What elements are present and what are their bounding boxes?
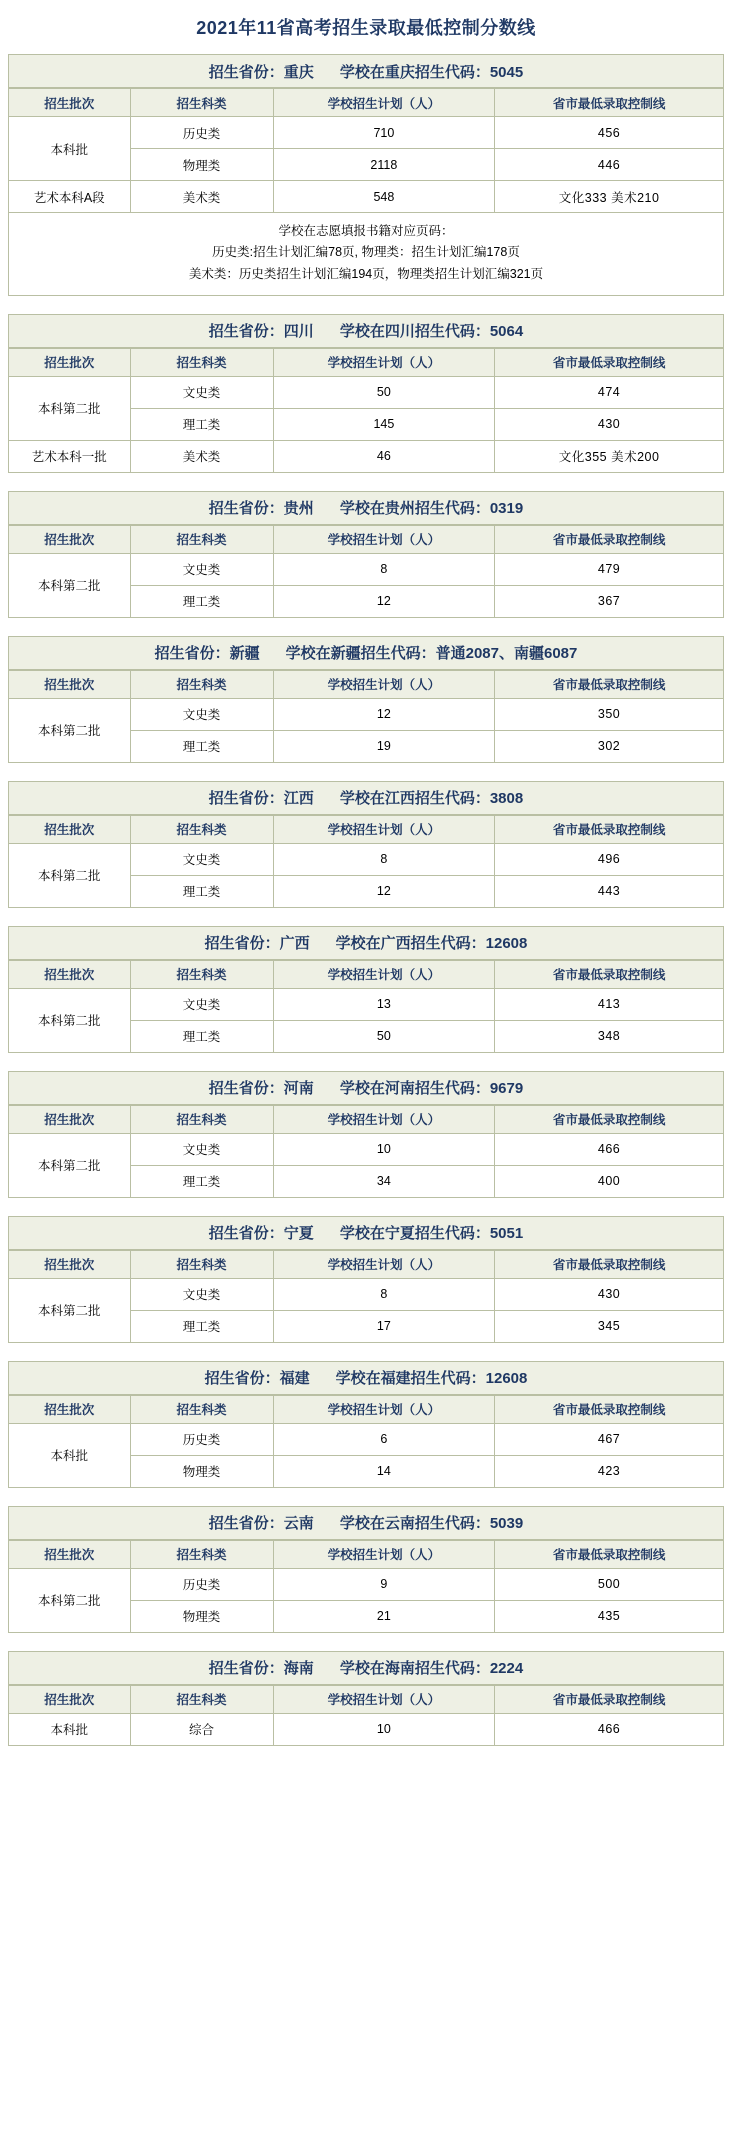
column-header: 学校招生计划（人） <box>273 670 495 698</box>
table-header-row <box>9 1540 724 1568</box>
cell-admission-batch: 本科第二批 <box>9 1133 131 1197</box>
note-line: 学校在志愿填报书籍对应页码： <box>278 224 454 238</box>
cell-major-category: 物理类 <box>130 149 273 181</box>
score-table <box>8 88 724 213</box>
column-header: 学校招生计划（人） <box>273 1395 495 1423</box>
table-row <box>9 1278 724 1310</box>
score-table <box>8 525 724 618</box>
table-row <box>9 1133 724 1165</box>
province-block <box>0 1216 732 1351</box>
cell-minimum-control-line: 446 <box>495 149 724 181</box>
province-header <box>8 491 724 525</box>
province-header <box>8 926 724 960</box>
block-spacer <box>0 1343 732 1351</box>
cell-minimum-control-line: 500 <box>495 1568 724 1600</box>
column-header: 招生批次 <box>9 960 131 988</box>
column-header: 招生科类 <box>130 1395 273 1423</box>
cell-admission-batch: 本科第二批 <box>9 1278 131 1342</box>
column-header: 招生科类 <box>130 1250 273 1278</box>
block-spacer <box>0 1198 732 1206</box>
table-row <box>9 440 724 472</box>
column-header: 招生批次 <box>9 89 131 117</box>
column-header: 学校招生计划（人） <box>273 815 495 843</box>
cell-major-category: 理工类 <box>130 408 273 440</box>
cell-plan-count: 17 <box>273 1310 495 1342</box>
table-header-row <box>9 348 724 376</box>
province-header <box>8 1506 724 1540</box>
cell-minimum-control-line: 496 <box>495 843 724 875</box>
cell-admission-batch: 本科批 <box>9 1713 131 1745</box>
table-row <box>9 843 724 875</box>
cell-major-category: 文史类 <box>130 1133 273 1165</box>
cell-major-category: 理工类 <box>130 730 273 762</box>
cell-major-category: 文史类 <box>130 698 273 730</box>
column-header: 学校招生计划（人） <box>273 1540 495 1568</box>
score-table <box>8 960 724 1053</box>
cell-major-category: 美术类 <box>130 440 273 472</box>
cell-minimum-control-line: 430 <box>495 408 724 440</box>
cell-minimum-control-line: 367 <box>495 585 724 617</box>
score-table <box>8 1105 724 1198</box>
province-header <box>8 781 724 815</box>
block-spacer <box>0 618 732 626</box>
score-table <box>8 815 724 908</box>
school-admission-code-label: 学校在海南招生代码：2224 <box>339 1660 524 1678</box>
school-admission-code-label: 学校在福建招生代码：12608 <box>335 1370 528 1388</box>
province-name-label: 招生省份：重庆 <box>208 63 314 81</box>
cell-minimum-control-line: 302 <box>495 730 724 762</box>
province-name-label: 招生省份：云南 <box>208 1515 314 1533</box>
block-spacer <box>0 763 732 771</box>
cell-major-category: 文史类 <box>130 1278 273 1310</box>
cell-minimum-control-line: 348 <box>495 1020 724 1052</box>
cell-plan-count: 548 <box>273 181 495 213</box>
cell-plan-count: 12 <box>273 698 495 730</box>
cell-plan-count: 8 <box>273 1278 495 1310</box>
note-line: 美术类：历史类招生计划汇编194页，物理类招生计划汇编321页 <box>188 266 544 281</box>
school-admission-code-label: 学校在新疆招生代码：普通2087、南疆6087 <box>285 645 578 663</box>
column-header: 招生批次 <box>9 1250 131 1278</box>
table-header-row <box>9 670 724 698</box>
cell-plan-count: 12 <box>273 875 495 907</box>
page-title: 2021年11省高考招生录取最低控制分数线 <box>196 18 536 38</box>
block-spacer <box>0 1053 732 1061</box>
score-table <box>8 1540 724 1633</box>
score-table <box>8 1395 724 1488</box>
column-header: 学校招生计划（人） <box>273 89 495 117</box>
cell-major-category: 文史类 <box>130 376 273 408</box>
cell-minimum-control-line: 345 <box>495 1310 724 1342</box>
province-header <box>8 1361 724 1395</box>
column-header: 学校招生计划（人） <box>273 348 495 376</box>
column-header: 省市最低录取控制线 <box>495 1395 724 1423</box>
column-header: 招生科类 <box>130 960 273 988</box>
column-header: 学校招生计划（人） <box>273 1105 495 1133</box>
column-header: 招生科类 <box>130 1685 273 1713</box>
cell-minimum-control-line: 474 <box>495 376 724 408</box>
cell-minimum-control-line: 456 <box>495 117 724 149</box>
school-admission-code-label: 学校在广西招生代码：12608 <box>335 935 528 953</box>
province-block <box>0 54 732 304</box>
cell-minimum-control-line: 435 <box>495 1600 724 1632</box>
province-header <box>8 1216 724 1250</box>
cell-plan-count: 50 <box>273 1020 495 1052</box>
score-table <box>8 1685 724 1746</box>
cell-major-category: 综合 <box>130 1713 273 1745</box>
cell-minimum-control-line: 467 <box>495 1423 724 1455</box>
cell-admission-batch: 本科第二批 <box>9 553 131 617</box>
cell-plan-count: 6 <box>273 1423 495 1455</box>
cell-major-category: 历史类 <box>130 1423 273 1455</box>
cell-plan-count: 13 <box>273 988 495 1020</box>
cell-major-category: 理工类 <box>130 585 273 617</box>
column-header: 招生科类 <box>130 89 273 117</box>
school-admission-code-label: 学校在重庆招生代码：5045 <box>339 63 524 81</box>
column-header: 省市最低录取控制线 <box>495 525 724 553</box>
cell-plan-count: 46 <box>273 440 495 472</box>
province-note <box>8 213 724 296</box>
cell-major-category: 美术类 <box>130 181 273 213</box>
table-row <box>9 117 724 149</box>
table-header-row <box>9 1250 724 1278</box>
cell-plan-count: 2118 <box>273 149 495 181</box>
province-name-label: 招生省份：四川 <box>208 323 314 341</box>
cell-plan-count: 145 <box>273 408 495 440</box>
school-admission-code-label: 学校在云南招生代码：5039 <box>339 1515 524 1533</box>
cell-minimum-control-line: 479 <box>495 553 724 585</box>
block-spacer <box>0 296 732 304</box>
cell-plan-count: 8 <box>273 553 495 585</box>
cell-admission-batch: 本科第二批 <box>9 843 131 907</box>
table-header-row <box>9 1685 724 1713</box>
table-row <box>9 698 724 730</box>
cell-admission-batch: 本科批 <box>9 1423 131 1487</box>
column-header: 省市最低录取控制线 <box>495 1540 724 1568</box>
school-admission-code-label: 学校在宁夏招生代码：5051 <box>339 1225 524 1243</box>
cell-minimum-control-line: 文化333 美术210 <box>495 181 724 213</box>
column-header: 招生科类 <box>130 525 273 553</box>
table-row <box>9 553 724 585</box>
block-spacer <box>0 473 732 481</box>
column-header: 招生批次 <box>9 815 131 843</box>
cell-plan-count: 8 <box>273 843 495 875</box>
score-table <box>8 670 724 763</box>
province-blocks-container <box>0 54 732 1754</box>
column-header: 招生科类 <box>130 348 273 376</box>
column-header: 学校招生计划（人） <box>273 960 495 988</box>
cell-major-category: 理工类 <box>130 1165 273 1197</box>
cell-admission-batch: 艺术本科A段 <box>9 181 131 213</box>
province-name-label: 招生省份：宁夏 <box>208 1225 314 1243</box>
table-header-row <box>9 89 724 117</box>
province-block <box>0 1361 732 1496</box>
column-header: 学校招生计划（人） <box>273 525 495 553</box>
column-header: 招生科类 <box>130 1105 273 1133</box>
column-header: 招生科类 <box>130 815 273 843</box>
note-line: 历史类:招生计划汇编78页, 物理类：招生计划汇编178页 <box>212 245 520 260</box>
province-name-label: 招生省份：河南 <box>208 1080 314 1098</box>
column-header: 招生批次 <box>9 1105 131 1133</box>
school-admission-code-label: 学校在四川招生代码：5064 <box>339 323 524 341</box>
cell-major-category: 文史类 <box>130 553 273 585</box>
column-header: 省市最低录取控制线 <box>495 815 724 843</box>
column-header: 省市最低录取控制线 <box>495 1105 724 1133</box>
column-header: 省市最低录取控制线 <box>495 1250 724 1278</box>
table-header-row <box>9 1395 724 1423</box>
cell-plan-count: 34 <box>273 1165 495 1197</box>
block-spacer <box>0 1746 732 1754</box>
column-header: 招生批次 <box>9 1395 131 1423</box>
cell-major-category: 理工类 <box>130 1020 273 1052</box>
province-header <box>8 1071 724 1105</box>
column-header: 学校招生计划（人） <box>273 1685 495 1713</box>
cell-major-category: 文史类 <box>130 988 273 1020</box>
table-header-row <box>9 1105 724 1133</box>
province-header <box>8 314 724 348</box>
column-header: 学校招生计划（人） <box>273 1250 495 1278</box>
cell-major-category: 文史类 <box>130 843 273 875</box>
block-spacer <box>0 908 732 916</box>
cell-minimum-control-line: 400 <box>495 1165 724 1197</box>
province-name-label: 招生省份：江西 <box>208 790 314 808</box>
column-header: 省市最低录取控制线 <box>495 89 724 117</box>
cell-minimum-control-line: 430 <box>495 1278 724 1310</box>
province-name-label: 招生省份：广西 <box>204 935 310 953</box>
cell-admission-batch: 本科第二批 <box>9 1568 131 1632</box>
cell-minimum-control-line: 413 <box>495 988 724 1020</box>
table-row <box>9 1423 724 1455</box>
cell-major-category: 理工类 <box>130 1310 273 1342</box>
column-header: 招生科类 <box>130 1540 273 1568</box>
province-block <box>0 926 732 1061</box>
column-header: 招生科类 <box>130 670 273 698</box>
province-block <box>0 781 732 916</box>
column-header: 招生批次 <box>9 670 131 698</box>
score-table <box>8 348 724 473</box>
column-header: 招生批次 <box>9 1685 131 1713</box>
table-header-row <box>9 525 724 553</box>
province-block <box>0 1651 732 1754</box>
cell-plan-count: 10 <box>273 1133 495 1165</box>
cell-admission-batch: 本科批 <box>9 117 131 181</box>
cell-minimum-control-line: 文化355 美术200 <box>495 440 724 472</box>
province-block <box>0 491 732 626</box>
cell-minimum-control-line: 466 <box>495 1133 724 1165</box>
column-header: 招生批次 <box>9 525 131 553</box>
cell-minimum-control-line: 423 <box>495 1455 724 1487</box>
column-header: 招生批次 <box>9 348 131 376</box>
column-header: 省市最低录取控制线 <box>495 348 724 376</box>
school-admission-code-label: 学校在贵州招生代码：0319 <box>339 500 524 518</box>
column-header: 省市最低录取控制线 <box>495 1685 724 1713</box>
province-header <box>8 54 724 88</box>
cell-major-category: 理工类 <box>130 875 273 907</box>
cell-plan-count: 21 <box>273 1600 495 1632</box>
school-admission-code-label: 学校在江西招生代码：3808 <box>339 790 524 808</box>
table-header-row <box>9 960 724 988</box>
table-row <box>9 1713 724 1745</box>
cell-major-category: 历史类 <box>130 117 273 149</box>
column-header: 省市最低录取控制线 <box>495 670 724 698</box>
cell-plan-count: 50 <box>273 376 495 408</box>
table-row <box>9 1568 724 1600</box>
block-spacer <box>0 1488 732 1496</box>
cell-minimum-control-line: 466 <box>495 1713 724 1745</box>
province-name-label: 招生省份：福建 <box>204 1370 310 1388</box>
cell-admission-batch: 本科第二批 <box>9 698 131 762</box>
cell-minimum-control-line: 350 <box>495 698 724 730</box>
province-header <box>8 1651 724 1685</box>
table-header-row <box>9 815 724 843</box>
cell-admission-batch: 艺术本科一批 <box>9 440 131 472</box>
column-header: 省市最低录取控制线 <box>495 960 724 988</box>
block-spacer <box>0 1633 732 1641</box>
cell-admission-batch: 本科第二批 <box>9 376 131 440</box>
province-name-label: 招生省份：海南 <box>208 1660 314 1678</box>
table-row <box>9 376 724 408</box>
cell-major-category: 物理类 <box>130 1455 273 1487</box>
province-block <box>0 636 732 771</box>
table-row <box>9 988 724 1020</box>
cell-plan-count: 9 <box>273 1568 495 1600</box>
province-header <box>8 636 724 670</box>
cell-major-category: 历史类 <box>130 1568 273 1600</box>
province-block <box>0 1071 732 1206</box>
school-admission-code-label: 学校在河南招生代码：9679 <box>339 1080 524 1098</box>
province-block <box>0 314 732 481</box>
table-row <box>9 181 724 213</box>
province-block <box>0 1506 732 1641</box>
score-table <box>8 1250 724 1343</box>
cell-plan-count: 10 <box>273 1713 495 1745</box>
province-name-label: 招生省份：贵州 <box>208 500 314 518</box>
cell-major-category: 物理类 <box>130 1600 273 1632</box>
cell-admission-batch: 本科第二批 <box>9 988 131 1052</box>
cell-minimum-control-line: 443 <box>495 875 724 907</box>
cell-plan-count: 12 <box>273 585 495 617</box>
column-header: 招生批次 <box>9 1540 131 1568</box>
cell-plan-count: 14 <box>273 1455 495 1487</box>
cell-plan-count: 19 <box>273 730 495 762</box>
province-name-label: 招生省份：新疆 <box>154 645 260 663</box>
cell-plan-count: 710 <box>273 117 495 149</box>
